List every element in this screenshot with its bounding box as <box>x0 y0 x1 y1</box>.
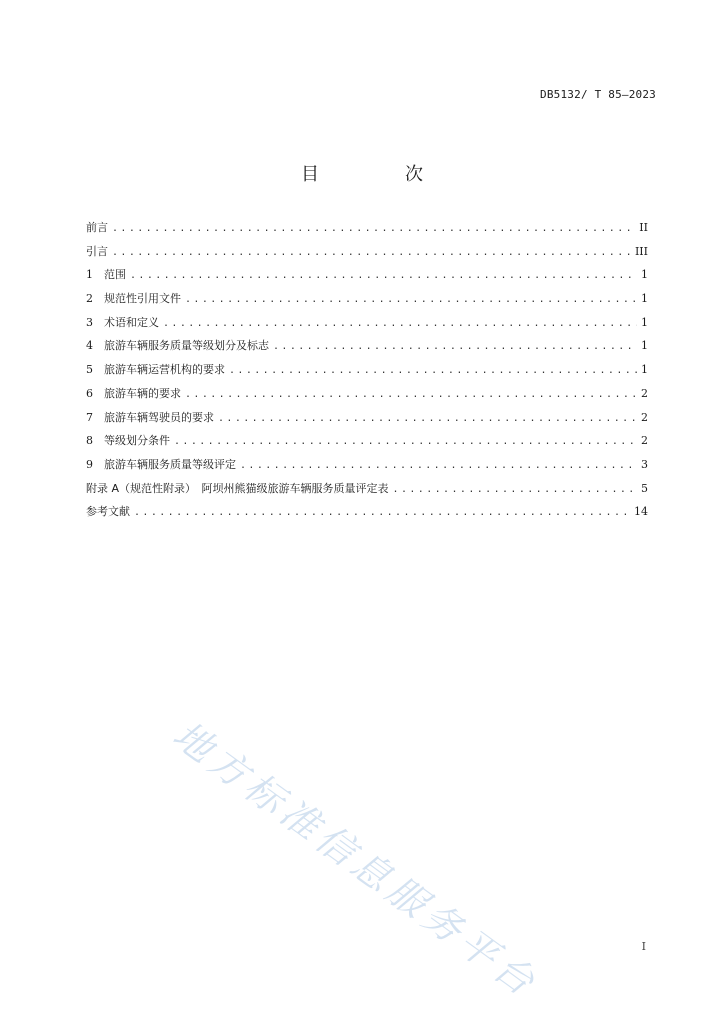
toc-entry[interactable] <box>86 480 648 504</box>
toc-entry-label: 旅游车辆服务质量等级评定 <box>104 457 236 471</box>
table-of-contents <box>86 219 648 527</box>
toc-entry-label: 参考文献 <box>86 505 130 519</box>
toc-leader-dots <box>163 318 637 329</box>
toc-entry-number: 6 <box>86 386 93 400</box>
toc-leader-dots <box>112 223 635 234</box>
toc-leader-dots <box>174 436 637 447</box>
toc-entry[interactable] <box>86 385 648 409</box>
toc-leader-dots <box>130 270 637 281</box>
toc-entry-page: III <box>634 244 648 258</box>
toc-leader-dots <box>229 365 637 376</box>
page-number: I <box>641 940 646 953</box>
toc-entry[interactable] <box>86 456 648 480</box>
toc-entry[interactable] <box>86 266 648 290</box>
toc-entry-page: 14 <box>634 505 648 519</box>
toc-entry-number: 9 <box>86 457 93 471</box>
toc-entry-label: 术语和定义 <box>104 315 159 329</box>
page-title: 目 次 <box>301 164 457 185</box>
toc-entry[interactable] <box>86 503 648 527</box>
toc-entry-label: 旅游车辆的要求 <box>104 386 181 400</box>
toc-leader-dots <box>218 413 637 424</box>
toc-entry-number: 5 <box>86 363 93 377</box>
toc-entry-page: 2 <box>641 410 648 424</box>
toc-entry-page: 1 <box>641 315 648 329</box>
toc-entry-page: 2 <box>641 434 648 448</box>
toc-entry[interactable] <box>86 290 648 314</box>
toc-entry-number: 8 <box>86 434 93 448</box>
toc-entry-number: 3 <box>86 315 93 329</box>
toc-leader-dots <box>240 460 637 471</box>
toc-leader-dots <box>393 484 637 495</box>
toc-entry[interactable] <box>86 219 648 243</box>
toc-entry[interactable] <box>86 314 648 338</box>
toc-entry[interactable] <box>86 409 648 433</box>
toc-entry-page: 2 <box>641 386 648 400</box>
toc-leader-dots <box>185 294 637 305</box>
toc-entry-number: 2 <box>86 292 93 306</box>
document-code: DB5132/ T 85—2023 <box>540 88 656 101</box>
toc-entry-label: 等级划分条件 <box>104 434 170 448</box>
toc-entry-label: 范围 <box>104 268 126 282</box>
toc-entry-page: 1 <box>641 292 648 306</box>
toc-entry[interactable] <box>86 243 648 267</box>
toc-entry-label: 附录 A（规范性附录） 阿坝州熊猫级旅游车辆服务质量评定表 <box>86 481 389 495</box>
toc-entry-label: 旅游车辆服务质量等级划分及标志 <box>104 339 269 353</box>
toc-entry-page: 1 <box>641 268 648 282</box>
watermark-text: 地方标准信息服务平台 <box>165 712 547 1007</box>
toc-entry-number: 1 <box>86 268 93 282</box>
toc-entry-label: 旅游车辆运营机构的要求 <box>104 363 225 377</box>
toc-entry-label: 规范性引用文件 <box>104 292 181 306</box>
toc-leader-dots <box>134 507 630 518</box>
toc-leader-dots <box>273 341 637 352</box>
toc-entry-page: 1 <box>641 363 648 377</box>
toc-entry-page: 5 <box>641 481 648 495</box>
toc-entry[interactable] <box>86 432 648 456</box>
toc-entry[interactable] <box>86 337 648 361</box>
toc-leader-dots <box>185 389 637 400</box>
toc-entry-number: 7 <box>86 410 93 424</box>
toc-entry-label: 旅游车辆驾驶员的要求 <box>104 410 214 424</box>
toc-entry-page: II <box>639 221 648 234</box>
toc-entry-label: 引言 <box>86 244 108 258</box>
toc-entry-label: 前言 <box>86 221 108 234</box>
toc-entry-number: 4 <box>86 339 93 353</box>
toc-entry[interactable] <box>86 361 648 385</box>
toc-entry-page: 1 <box>641 339 648 353</box>
toc-entry-page: 3 <box>641 457 648 471</box>
toc-leader-dots <box>112 247 631 258</box>
